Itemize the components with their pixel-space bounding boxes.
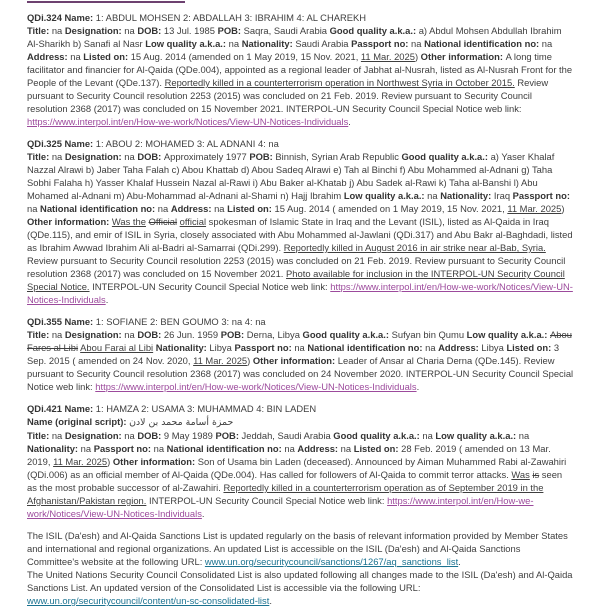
entry-heading — [27, 11, 574, 24]
interpol-special-notice-link[interactable]: https://www.interpol.int/en/How-we-work/Notices/View-UN-Notices-Individuals — [95, 381, 417, 392]
field-label: Designation: — [64, 151, 125, 162]
field-label: Low quality a.k.a.: — [145, 38, 229, 49]
field-label: Nationality: — [440, 190, 494, 201]
field-label: DOB: — [137, 329, 164, 340]
text-run: . — [201, 508, 205, 519]
text-run: na — [70, 51, 84, 62]
sanctions-entry-QDi.324 — [27, 11, 574, 128]
field-label: Low quality a.k.a.: — [343, 190, 428, 201]
field-label: Low quality a.k.a.: — [466, 329, 551, 340]
field-label: Other information: — [252, 355, 338, 366]
text-run: na — [228, 38, 242, 49]
text-run: 26 Jun. 1959 — [163, 329, 221, 340]
field-label: Address: — [27, 51, 71, 62]
text-run: Saudi Arabia — [295, 38, 352, 49]
text-run: 13 Jul. 1985 — [163, 25, 218, 36]
text-run: ) — [107, 456, 113, 467]
entry-heading — [27, 315, 574, 328]
interpol-special-notice-link[interactable]: https://www.interpol.int/en/How-we-work/Notices/View-UN-Notices-Individuals — [27, 281, 573, 305]
text-run: na — [427, 190, 441, 201]
field-label: National identification no: — [40, 203, 158, 214]
entry-details — [27, 429, 574, 520]
text-run: Leader of Ansar al Charia Derna (QDe.145). Review pursuant to Security Council resolution 2368 (2017) was concluded on 24 November 2020. INTERPOL-UN Security Council Special Notice web link: — [27, 355, 574, 392]
field-label: Listed on: — [83, 51, 131, 62]
original-script-line — [27, 415, 574, 429]
text-run: . — [348, 116, 351, 127]
text-run: na — [425, 342, 439, 353]
text-run: 15 Aug. 2014 ( amended on 1 May 2019, 15 Nov. 2021, — [274, 203, 508, 214]
text-run: na — [80, 443, 94, 454]
inserted-text: Reportedly killed in a counterterrorism operation in Northwest Syria in October 2015. — [164, 77, 515, 88]
field-label: POB: — [220, 329, 247, 340]
text-run: 15 Aug. 2014 (amended on 1 May 2019, 15 Nov. 2021, — [130, 51, 361, 62]
field-label: QDi.355 Name: — [27, 316, 96, 327]
text-run: a) Abdul Mohsen Abdullah Ibrahim Al-Sharikh b) Sanafi al Nasr — [27, 25, 562, 49]
inserted-text: Abou Farai al Libi — [80, 342, 154, 353]
text-run: na — [27, 203, 41, 214]
text-run: Review pursuant to Security Council resolution 2253 (2015) was concluded on 21 Feb. 2019. Review pursuant to Security Council resolution 2368 (2017) was concluded on 15 November 2021. INTERPOL-UN Security Council Special Notice web link: — [27, 77, 549, 114]
text-run: 1: ABOU 2: MOHAMED 3: AL ADNANI 4: na — [95, 138, 279, 149]
text-run: 1: SOFIANE 2: BEN GOUMO 3: na 4: na — [95, 316, 266, 327]
field-label: National identification no: — [424, 38, 542, 49]
field-label: Passport no: — [93, 443, 154, 454]
arabic-original-script-name: حمزة أسامة محمد بن لادن — [129, 417, 234, 428]
inserted-text: Was the — [111, 216, 146, 227]
inserted-text: Was — [511, 469, 530, 480]
inserted-text: 11 Mar. 2025 — [507, 203, 562, 214]
field-label: Title: — [27, 151, 52, 162]
field-label: Other information: — [420, 51, 506, 62]
text-run: Sufyan bin Qumu — [391, 329, 467, 340]
inserted-text: 11 Mar. 2025 — [360, 51, 415, 62]
text-run: na — [51, 25, 65, 36]
text-run: na — [124, 151, 138, 162]
text-run: na — [124, 329, 138, 340]
text-run: ) — [561, 203, 565, 214]
field-label: QDi.421 Name: — [27, 403, 96, 414]
text-run: na — [153, 443, 167, 454]
text-run: spokesman of Islamic State in Iraq and the Levant (ISIL), listed as Al-Qaida in Iraq (QDe.115), and emir of ISIL in Syria, closely associated with Abu Mohammed al-Jawlani (QDi.317) and Abu Bakr al-Baghdadi, listed as Ibrahim Awwad Ibrahim Ali al-Badri al-Samarrai (QDi.299). — [27, 216, 573, 253]
field-label: POB: — [249, 151, 276, 162]
un-website-link[interactable]: www.un.org/securitycouncil/sanctions/1267/aq_sanctions_list — [204, 556, 459, 567]
text-run: ) — [414, 51, 421, 62]
truncated-link-underline — [27, 1, 185, 3]
field-label: Passport no: — [234, 342, 295, 353]
text-run: na — [294, 342, 308, 353]
field-label: POB: — [215, 430, 242, 441]
text-run: Saqra, Saudi Arabia — [243, 25, 330, 36]
text-run: Jeddah, Saudi Arabia — [241, 430, 334, 441]
inserted-text: Reportedly killed in a counterterrorism operation as of September 2019 in the Afghanistan/Pakistan region. — [27, 482, 544, 506]
text-run: The ISIL (Da'esh) and Al-Qaida Sanctions List is updated regularly on the basis of relevant information provided by Member States and international and regional organizations. An updated List is accessible on the ISIL (Da'esh) and Al-Qaida Sanctions Committee's website at the following URL: — [27, 530, 568, 567]
field-label: Nationality: — [241, 38, 296, 49]
interpol-special-notice-link[interactable]: https://www.interpol.int/en/How-we-work/Notices/View-UN-Notices-Individuals — [27, 495, 534, 519]
text-run: Libya — [209, 342, 235, 353]
text-run: na — [51, 151, 65, 162]
field-label: Low quality a.k.a.: — [435, 430, 519, 441]
field-label: POB: — [217, 25, 244, 36]
text-run: 9 May 1989 — [163, 430, 216, 441]
text-run: 3 Sep. 2015 ( amended on 24 Nov. 2020, — [27, 342, 560, 366]
footer-paragraph — [27, 568, 574, 607]
entry-heading — [27, 137, 574, 150]
text-run: seen as the most probable successor of al-Zawahiri. — [27, 469, 563, 493]
un-website-link[interactable]: www.un.org/securitycouncil/content/un-sc-consolidated-list — [27, 595, 270, 606]
sanctions-entry-QDi.355 — [27, 315, 574, 393]
field-label: Name (original script): — [27, 416, 130, 427]
field-label: Other information: — [27, 216, 112, 227]
inserted-text: Reportedly killed in August 2016 in air strike near al-Bab, Syria. — [283, 242, 546, 253]
entry-details — [27, 150, 574, 306]
field-label: QDi.325 Name: — [27, 138, 96, 149]
footer-notes — [27, 529, 574, 607]
field-label: Good quality a.k.a.: — [401, 151, 491, 162]
field-label: Designation: — [64, 25, 125, 36]
text-run: INTERPOL-UN Security Council Special Notice web link: — [146, 495, 388, 506]
field-label: Title: — [27, 430, 52, 441]
text-run: Derna, Libya — [246, 329, 303, 340]
field-label: Good quality a.k.a.: — [333, 430, 423, 441]
text-run: Review pursuant to Security Council resolution 2253 (2015) was concluded on 21 Feb. 2019. Review pursuant to Security Council resolution 2368 (2017) was concluded on 15 November 2021. — [27, 255, 566, 279]
field-label: Passport no: — [512, 190, 570, 201]
text-run: A long time facilitator and financier for Al-Qaida (QDe.004), appointed as a regional leader of Jabhat al-Nusrah, listed as Al-Nusrah Front for the People of the Levant (QDe.137). — [27, 51, 573, 88]
field-label: DOB: — [137, 430, 164, 441]
text-run: 28 Feb. 2019 ( amended on 13 Mar. 2019, — [27, 443, 551, 467]
field-label: Good quality a.k.a.: — [329, 25, 419, 36]
entry-details — [27, 24, 574, 128]
text-run: ) — [247, 355, 253, 366]
text-run: na — [284, 443, 298, 454]
field-label: Other information: — [112, 456, 198, 467]
interpol-special-notice-link[interactable]: https://www.interpol.int/en/How-we-work/Notices/View-UN-Notices-Individuals — [27, 116, 349, 127]
text-run: na — [422, 430, 436, 441]
text-run: a) Yaser Khalaf Nazzal Alrawi b) Jaber Taha Falah c) Abou Khattab d) Abou Sadeq Alrawi e) Tah al Binchi f) Abu Mohammed al-Adnani g) Taha Sobhi Falaha h) Yasser Khalaf Hussein Nazal al-Rawi i) Abu Baker al-Khatab j) Abu Sadek al-Rawi k) Taha al-Banshi l) Abu Mohamed al-Adnani m) Abu-Mohammad al-Adnani al-Shami n) Hajj Ibrahim — [27, 151, 555, 201]
inserted-text: 11 Mar. 2025 — [193, 355, 248, 366]
inserted-text: official — [179, 216, 207, 227]
text-run: na — [51, 329, 65, 340]
text-run: Binnish, Syrian Arab Republic — [275, 151, 402, 162]
field-label: DOB: — [137, 151, 164, 162]
field-label: Listed on: — [506, 342, 554, 353]
text-run: na — [124, 430, 138, 441]
text-run: na — [157, 203, 171, 214]
text-run: na — [214, 203, 228, 214]
text-run: . — [105, 294, 109, 305]
text-run: 1: HAMZA 2: USAMA 3: MUHAMMAD 4: BIN LADEN — [95, 403, 317, 414]
sanctions-entry-QDi.421 — [27, 402, 574, 520]
text-run: na — [124, 25, 138, 36]
text-run: . — [458, 556, 461, 567]
field-label: Designation: — [64, 430, 125, 441]
footer-paragraph — [27, 529, 574, 568]
text-run: na — [51, 430, 65, 441]
text-run: na — [541, 38, 553, 49]
deleted-text: Abou Fares al Libi — [27, 329, 572, 353]
sanctions-entry-QDi.325 — [27, 137, 574, 306]
deleted-text: is — [532, 469, 540, 480]
field-label: QDi.324 Name: — [27, 12, 96, 23]
field-label: Nationality: — [27, 443, 81, 454]
deleted-text: Official — [148, 216, 178, 227]
entry-heading — [27, 402, 574, 415]
text-run: na — [411, 38, 425, 49]
field-label: Title: — [27, 25, 52, 36]
inserted-text: 11 Mar. 2025 — [53, 456, 108, 467]
text-run: na — [518, 430, 530, 441]
field-label: National identification no: — [166, 443, 285, 454]
field-label: Good quality a.k.a.: — [302, 329, 392, 340]
text-run: na — [340, 443, 354, 454]
text-run: Approximately 1977 — [163, 151, 250, 162]
field-label: Listed on: — [353, 443, 402, 454]
field-label: Address: — [297, 443, 341, 454]
field-label: National identification no: — [307, 342, 426, 353]
text-run: . — [416, 381, 420, 392]
text-run: . — [269, 595, 272, 606]
inserted-text: Photo available for inclusion in the INTERPOL-UN Security Council Special Notice. — [27, 268, 565, 292]
field-label: Listed on: — [227, 203, 275, 214]
text-run: The United Nations Security Council Consolidated List is also updated following all changes made to the ISIL (Da'esh) and Al-Qaida Sanctions List. An updated version of the Consolidated List is accessible via the following URL: — [27, 569, 573, 593]
text-run: Libya — [481, 342, 507, 353]
text-run: Iraq — [493, 190, 513, 201]
field-label: DOB: — [137, 25, 164, 36]
entry-details — [27, 328, 574, 393]
text-run: Son of Usama bin Laden (deceased). Announced by Aiman Muhammed Rabi al-Zawahiri (QDi.006) as an official member of Al-Qaida (QDe.004). Has called for followers of Al-Qaida to commit terror attacks. — [27, 456, 567, 480]
field-label: Passport no: — [351, 38, 412, 49]
field-label: Nationality: — [155, 342, 210, 353]
field-label: Address: — [170, 203, 215, 214]
field-label: Address: — [438, 342, 482, 353]
field-label: Designation: — [64, 329, 125, 340]
text-run: INTERPOL-UN Security Council Special Notice web link: — [89, 281, 331, 292]
field-label: Title: — [27, 329, 52, 340]
text-run: 1: ABDUL MOHSEN 2: ABDALLAH 3: IBRAHIM 4: AL CHAREKH — [95, 12, 367, 23]
sanctions-entries — [27, 11, 574, 520]
